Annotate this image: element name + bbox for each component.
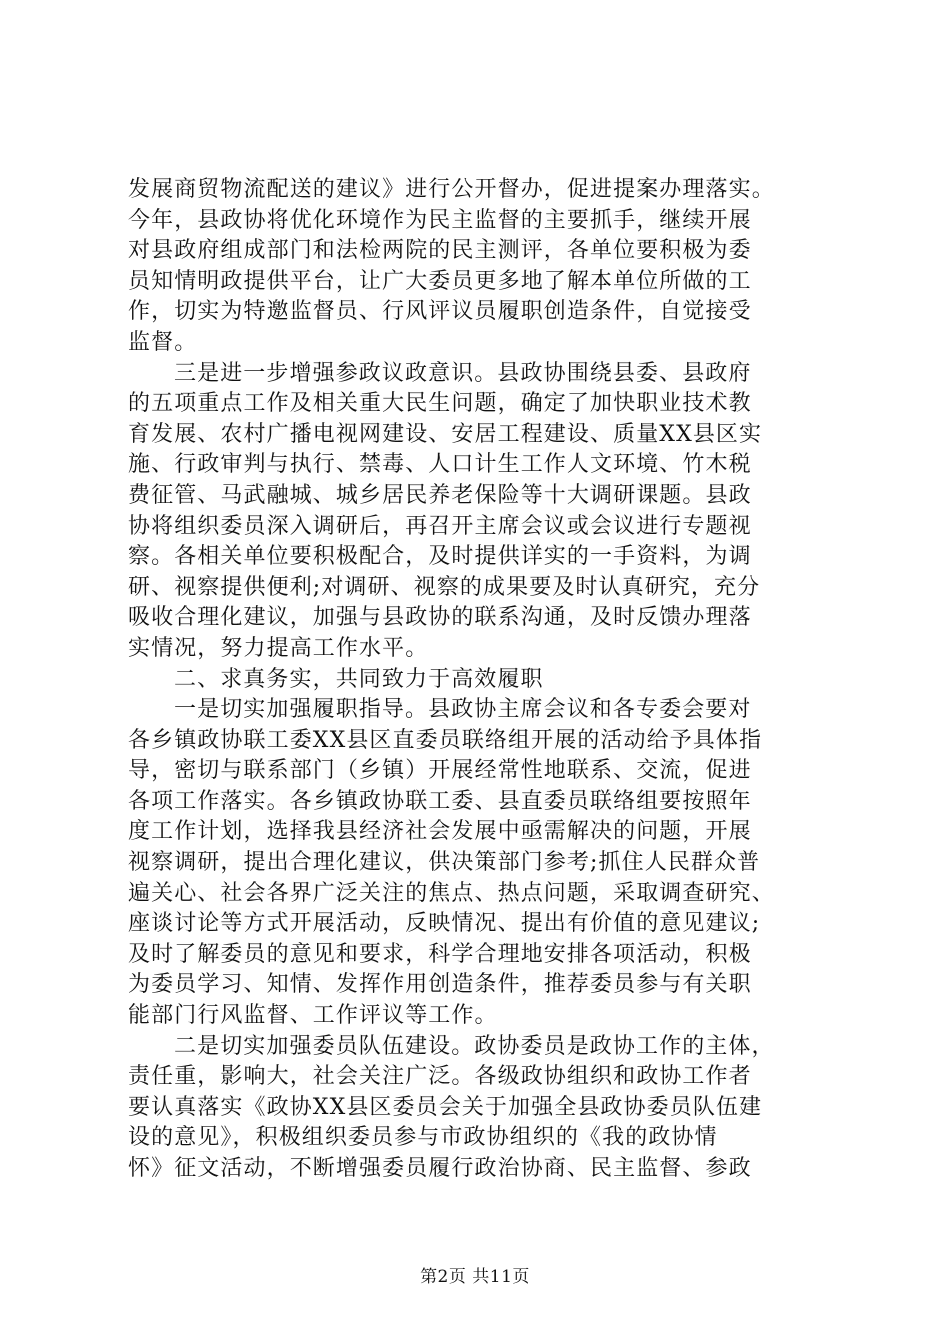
text-line: 责任重，影响大，社会关注广泛。各级政协组织和政协工作者 xyxy=(128,1064,752,1090)
text-line: 施、行政审判与执行、禁毒、人口计生工作人文环境、竹木税 xyxy=(128,452,752,478)
page-footer: 第2页 共11页 xyxy=(420,1267,530,1287)
text-line: 各乡镇政协联工委XX县区直委员联络组开展的活动给予具体指 xyxy=(128,727,763,753)
text-line: 能部门行风监督、工作评议等工作。 xyxy=(128,1003,498,1029)
text-line: 实情况，努力提高工作水平。 xyxy=(128,635,429,661)
text-line: 二是切实加强委员队伍建设。政协委员是政协工作的主体， xyxy=(174,1033,775,1059)
text-line: 一是切实加强履职指导。县政协主席会议和各专委会要对 xyxy=(174,697,752,723)
text-line: 的五项重点工作及相关重大民生问题，确定了加快职业技术教 xyxy=(128,391,752,417)
text-line: 发展商贸物流配送的建议》进行公开督办，促进提案办理落实。 xyxy=(128,177,775,202)
text-line: 三是进一步增强参政议政意识。县政协围绕县委、县政府 xyxy=(174,360,752,386)
text-line: 座谈讨论等方式开展活动，反映情况、提出有价值的意见建议; xyxy=(128,911,761,937)
text-line: 二、求真务实，共同致力于高效履职 xyxy=(174,666,544,692)
text-line: 要认真落实《政协XX县区委员会关于加强全县政协委员队伍建 xyxy=(128,1094,763,1120)
text-line: 对县政府组成部门和法检两院的民主测评，各单位要积极为委 xyxy=(128,238,752,264)
text-line: 育发展、农村广播电视网建设、安居工程建设、质量XX县区实 xyxy=(128,421,763,447)
text-line: 视察调研，提出合理化建议，供决策部门参考;抓住人民群众普 xyxy=(128,850,761,876)
text-line: 怀》征文活动，不断增强委员履行政治协商、民主监督、参政 xyxy=(128,1156,752,1181)
text-line: 费征管、马武融城、城乡居民养老保险等十大调研课题。县政 xyxy=(128,482,752,508)
text-line: 作，切实为特邀监督员、行风评议员履职创造条件，自觉接受 xyxy=(128,299,752,325)
text-line: 今年，县政协将优化环境作为民主监督的主要抓手，继续开展 xyxy=(128,207,752,233)
text-line: 及时了解委员的意见和要求，科学合理地安排各项活动，积极 xyxy=(128,941,752,967)
document-body xyxy=(128,175,828,1185)
text-line: 设的意见》，积极组织委员参与市政协组织的《我的政协情 xyxy=(128,1125,718,1151)
text-line: 为委员学习、知情、发挥作用创造条件，推荐委员参与有关职 xyxy=(128,972,752,998)
text-line: 员知情明政提供平台，让广大委员更多地了解本单位所做的工 xyxy=(128,268,752,294)
text-line: 研、视察提供便利;对调研、视察的成果要及时认真研究，充分 xyxy=(128,574,761,600)
text-line: 吸收合理化建议，加强与县政协的联系沟通，及时反馈办理落 xyxy=(128,605,752,631)
text-line: 遍关心、社会各界广泛关注的焦点、热点问题，采取调查研究、 xyxy=(128,880,775,906)
text-line: 导，密切与联系部门（乡镇）开展经常性地联系、交流，促进 xyxy=(128,758,752,784)
text-line: 监督。 xyxy=(128,329,198,355)
text-line: 各项工作落实。各乡镇政协联工委、县直委员联络组要按照年 xyxy=(128,788,752,814)
text-line: 察。各相关单位要积极配合，及时提供详实的一手资料，为调 xyxy=(128,544,752,570)
text-line: 协将组织委员深入调研后，再召开主席会议或会议进行专题视 xyxy=(128,513,752,539)
text-line: 度工作计划，选择我县经济社会发展中亟需解决的问题，开展 xyxy=(128,819,752,845)
